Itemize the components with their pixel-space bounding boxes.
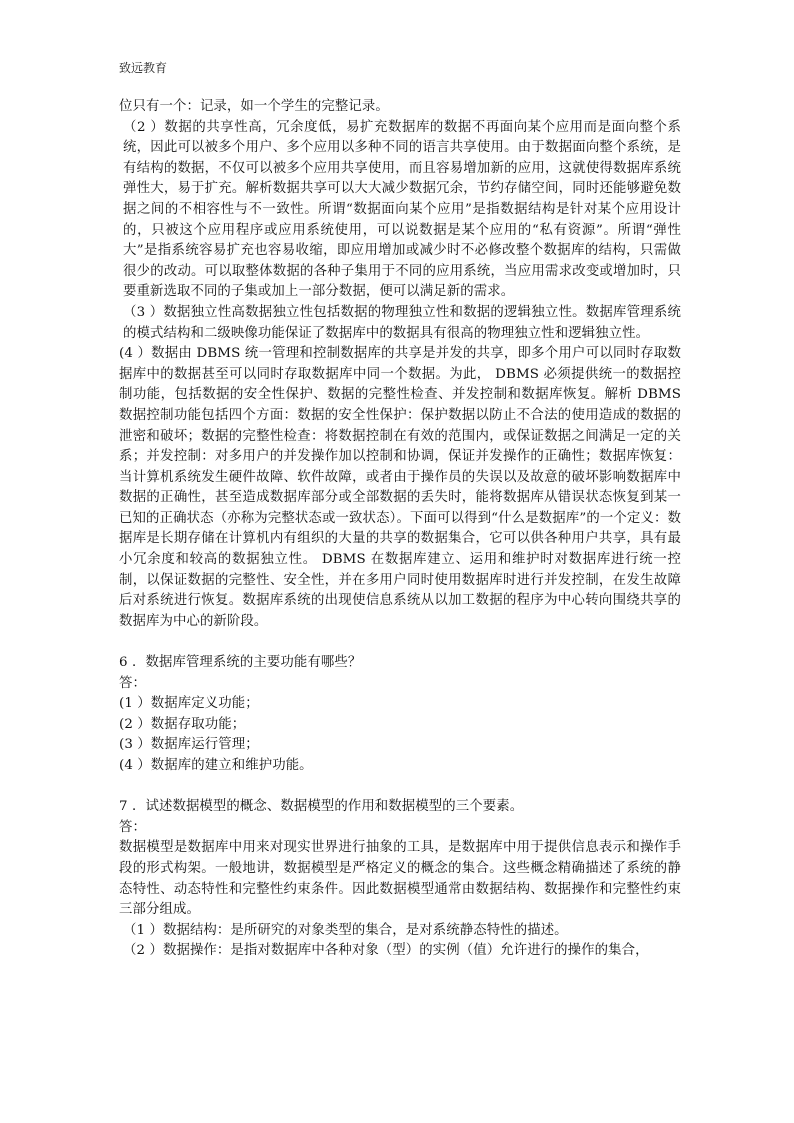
document-body	[119, 97, 681, 962]
paragraph-3: （3 ）数据独立性高数据独立性包括数据的物理独立性和数据的逻辑独立性。数据库管理系统的模式结构和二级映像功能保证了数据库中的数据具有很高的物理独立性和逻辑独立性。	[123, 304, 681, 341]
answer-7-label: 答：	[119, 819, 146, 835]
paragraph-2: （2 ）数据的共享性高，冗余度低，易扩充数据库的数据不再面向某个应用而是面向整个系统，因此可以被多个用户、多个应用以多种不同的语言共享使用。由于数据面向整个系统，是有结构的数据，不仅可以被多个应用共享使用，而且容易增加新的应用，这就使得数据库系统弹性大，易于扩充。解析数据共享可以大大减少数据冗余，节约存储空间，同时还能够避免数据之间的不相容性与不一致性。所谓“数据面向某个应用”是指数据结构是针对某个应用设计的，只被这个应用程序或应用系统使用，可以说数据是某个应用的“私有资源”。所谓“弹性大”是指系统容易扩充也容易收缩，即应用增加或减少时不必修改整个数据库的结构，只需做很少的改动。可以取整体数据的各种子集用于不同的应用系统，当应用需求改变或增加时，只要重新选取不同的子集或加上一部分数据，便可以满足新的需求。	[123, 119, 681, 300]
answer-6-item-1: (1 ）数据库定义功能；	[119, 696, 259, 712]
spacer	[119, 632, 681, 653]
answer-6-item-3: (3 ）数据库运行管理；	[119, 737, 259, 753]
answer-6-item-2: (2 ）数据存取功能；	[119, 716, 246, 732]
answer-6-item-4: (4 ）数据库的建立和维护功能。	[119, 758, 313, 773]
page-header: 致远教育	[119, 61, 168, 75]
spacer	[119, 777, 681, 798]
answer-6-label: 答：	[119, 675, 146, 691]
answer-7-text: 数据模型是数据库中用来对现实世界进行抽象的工具，是数据库中用于提供信息表示和操作手段的形式构架。一般地讲，数据模型是严格定义的概念的集合。这些概念精确描述了系统的静态特性、动态特性和完整性约束条件。因此数据模型通常由数据结构、数据操作和完整性约束三部分组成。	[119, 840, 681, 918]
intro-line: 位只有一个：记录，如一个学生的完整记录。	[119, 99, 389, 114]
paragraph-4: (4 ）数据由 DBMS 统一管理和控制数据库的共享是并发的共享，即多个用户可以同时存取数据库中的数据甚至可以同时存取数据库中同一个数据。为此， DBMS 必须提供统一的数据控制功能，包括数据的安全性保护、数据的完整性检查、并发控制和数据库恢复。解析 DBMS 数据控制功能包括四个方面：数据的安全性保护：保护数据以防止不合法的使用造成的数据的泄密和破坏；数据的完整性检查：将数据控制在有效的范围内，或保证数据之间满足一定的关系；并发控制：对多用户的并发操作加以控制和协调，保证并发操作的正确性；数据库恢复：当计算机系统发生硬件故障、软件故障，或者由于操作员的失误以及故意的破坏影响数据库中数据的正确性，甚至造成数据库部分或全部数据的丢失时，能将数据库从错误状态恢复到某一已知的正确状态（亦称为完整状态或一致状态）。下面可以得到“什么是数据库”的一个定义：数据库是长期存储在计算机内有组织的大量的共享的数据集合，它可以供各种用户共享，具有最小冗余度和较高的数据独立性。 DBMS 在数据库建立、运用和维护时对数据库进行统一控制，以保证数据的完整性、安全性，并在多用户同时使用数据库时进行并发控制，在发生故障后对系统进行恢复。数据库系统的出现使信息系统从以加工数据的程序为中心转向围绕共享的数据库为中心的新阶段。	[119, 346, 681, 629]
answer-7-item-1: （1 ）数据结构：是所研究的对象类型的集合，是对系统静态特性的描述。	[123, 922, 568, 938]
question-7: 7 ．试述数据模型的概念、数据模型的作用和数据模型的三个要素。	[119, 799, 524, 815]
answer-7-item-2: （2 ）数据操作：是指对数据库中各种对象（型）的实例（值）允许进行的操作的集合，	[123, 943, 649, 959]
question-6: 6 ．数据库管理系统的主要功能有哪些？	[119, 655, 362, 671]
